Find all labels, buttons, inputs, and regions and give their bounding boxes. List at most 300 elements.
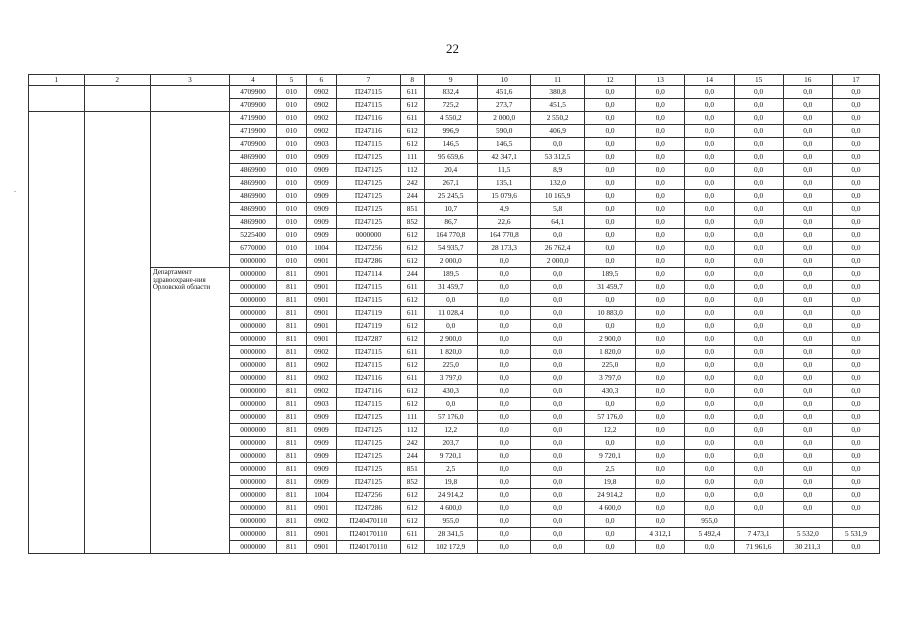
table-cell: 0,0: [734, 86, 783, 99]
table-cell: 0901: [306, 528, 336, 541]
table-cell: 612: [400, 320, 424, 333]
table-cell: 811: [277, 372, 307, 385]
table-cell: 0,0: [783, 450, 832, 463]
table-cell: 10,7: [424, 203, 477, 216]
table-cell: 0,0: [636, 138, 685, 151]
table-cell: 0909: [306, 463, 336, 476]
table-cell: 0,0: [734, 411, 783, 424]
table-cell: 0901: [306, 307, 336, 320]
table-cell: 86,7: [424, 216, 477, 229]
table-cell: 811: [277, 528, 307, 541]
table-cell: 010: [277, 203, 307, 216]
table-cell: 4869900: [229, 177, 276, 190]
table-cell: 0,0: [636, 164, 685, 177]
table-cell: П247286: [336, 255, 400, 268]
table-cell: 0000000: [229, 476, 276, 489]
table-cell: 611: [400, 112, 424, 125]
table-cell: 0,0: [477, 476, 530, 489]
table-cell: 380,8: [531, 86, 584, 99]
table-cell: 0,0: [584, 294, 635, 307]
table-cell: 0,0: [783, 463, 832, 476]
table-cell: 0,0: [636, 86, 685, 99]
table-cell: 0,0: [636, 281, 685, 294]
table-cell: 0,0: [531, 476, 584, 489]
table-cell: 0,0: [531, 502, 584, 515]
table-cell: 0,0: [734, 385, 783, 398]
table-cell: 0,0: [531, 411, 584, 424]
table-cell: 102 172,9: [424, 541, 477, 554]
table-cell: 0,0: [531, 489, 584, 502]
table-cell: 1 820,0: [424, 346, 477, 359]
table-cell: 611: [400, 307, 424, 320]
table-cell: 0,0: [734, 437, 783, 450]
header-row: [29, 75, 880, 86]
table-cell: 5 532,0: [783, 528, 832, 541]
table-cell: 0,0: [424, 320, 477, 333]
table-cell: 0,0: [584, 203, 635, 216]
table-cell: 0,0: [685, 385, 734, 398]
table-cell: 0909: [306, 229, 336, 242]
table-cell: 0,0: [685, 411, 734, 424]
table-cell: 267,1: [424, 177, 477, 190]
header-cell: 13: [636, 75, 685, 86]
table-cell: 0902: [306, 372, 336, 385]
table-cell: 57 176,0: [584, 411, 635, 424]
table-cell: П247125: [336, 177, 400, 190]
table-cell: 0000000: [229, 372, 276, 385]
table-cell: 0,0: [783, 307, 832, 320]
table-cell: 611: [400, 281, 424, 294]
table-cell: 0,0: [636, 203, 685, 216]
table-cell: 612: [400, 242, 424, 255]
table-cell: 0,0: [531, 372, 584, 385]
table-cell: 612: [400, 294, 424, 307]
table-cell: 12,2: [424, 424, 477, 437]
table-cell: 0,0: [584, 190, 635, 203]
table-cell: 0,0: [531, 450, 584, 463]
header-cell: 5: [277, 75, 307, 86]
table-row: [29, 112, 880, 125]
table-cell: 0,0: [636, 502, 685, 515]
table-cell: 0901: [306, 541, 336, 554]
table-cell: 0,0: [636, 437, 685, 450]
table-cell: 0,0: [783, 502, 832, 515]
table-cell: 0,0: [734, 320, 783, 333]
table-cell: П247119: [336, 320, 400, 333]
table-cell: 0,0: [832, 268, 879, 281]
table-cell: 0,0: [636, 216, 685, 229]
table-cell: 0,0: [783, 359, 832, 372]
table-cell: 0,0: [685, 242, 734, 255]
table-cell: 0,0: [531, 424, 584, 437]
table-cell: П247115: [336, 99, 400, 112]
table-cell: 0,0: [734, 229, 783, 242]
table-cell: 0,0: [477, 411, 530, 424]
table-cell: 0,0: [477, 281, 530, 294]
table-cell: 0,0: [832, 151, 879, 164]
table-cell: 0,0: [477, 450, 530, 463]
table-cell: 0,0: [685, 541, 734, 554]
table-cell: 612: [400, 255, 424, 268]
table-cell: 0901: [306, 502, 336, 515]
table-cell: 811: [277, 333, 307, 346]
table-cell: 0902: [306, 112, 336, 125]
table-cell: 31 459,7: [584, 281, 635, 294]
table-cell: 612: [400, 489, 424, 502]
table-cell: 0,0: [531, 515, 584, 528]
table-cell: 0,0: [584, 151, 635, 164]
table-cell: 0901: [306, 281, 336, 294]
table-cell: 0,0: [584, 229, 635, 242]
table-cell: 0,0: [477, 541, 530, 554]
table-cell: 811: [277, 450, 307, 463]
table-cell: 0,0: [477, 359, 530, 372]
header-cell: 1: [29, 75, 85, 86]
table-cell: 0,0: [584, 164, 635, 177]
table-cell: 832,4: [424, 86, 477, 99]
table-cell: 611: [400, 372, 424, 385]
table-cell: 0,0: [531, 398, 584, 411]
table-cell: 0,0: [832, 320, 879, 333]
table-cell: 7 473,1: [734, 528, 783, 541]
table-cell: 0,0: [584, 528, 635, 541]
table-cell: 811: [277, 411, 307, 424]
table-cell: П247115: [336, 281, 400, 294]
table-cell: П240470110: [336, 515, 400, 528]
table-cell: 010: [277, 255, 307, 268]
table-cell: 4709900: [229, 99, 276, 112]
table-cell: 0,0: [832, 281, 879, 294]
table-cell: 0903: [306, 138, 336, 151]
table-cell: 0903: [306, 398, 336, 411]
table-cell: П247125: [336, 216, 400, 229]
table-cell: 0,0: [734, 125, 783, 138]
table-cell: 0,0: [734, 346, 783, 359]
table-cell: 0000000: [336, 229, 400, 242]
table-cell: П247125: [336, 203, 400, 216]
table-cell: 24 914,2: [584, 489, 635, 502]
table-cell: 0,0: [783, 424, 832, 437]
header-cell: 3: [150, 75, 229, 86]
table-cell: 612: [400, 515, 424, 528]
table-cell: 0000000: [229, 359, 276, 372]
table-cell: 0909: [306, 164, 336, 177]
table-cell: 135,1: [477, 177, 530, 190]
table-cell: 0,0: [832, 346, 879, 359]
table-cell: 0,0: [783, 372, 832, 385]
table-cell: 0,0: [734, 398, 783, 411]
table-cell: 0,0: [685, 346, 734, 359]
table-row: [29, 86, 880, 99]
table-cell: 0,0: [685, 476, 734, 489]
budget-table: [28, 74, 880, 554]
table-cell: 0902: [306, 385, 336, 398]
table-cell: 24 914,2: [424, 489, 477, 502]
table-row: [29, 268, 880, 281]
table-cell: 0,0: [636, 489, 685, 502]
table-cell: 0,0: [584, 112, 635, 125]
table-cell: 811: [277, 385, 307, 398]
table-cell: 0,0: [584, 216, 635, 229]
table-cell: 225,0: [424, 359, 477, 372]
table-cell: 0,0: [734, 203, 783, 216]
table-cell: 811: [277, 307, 307, 320]
table-cell: 0,0: [832, 203, 879, 216]
table-cell: 28 173,3: [477, 242, 530, 255]
table-cell: 0,0: [832, 216, 879, 229]
table-cell: 0,0: [636, 463, 685, 476]
table-cell: 0,0: [584, 242, 635, 255]
table-cell: 811: [277, 541, 307, 554]
table-cell: 0,0: [783, 476, 832, 489]
table-cell: П247125: [336, 437, 400, 450]
table-cell: 203,7: [424, 437, 477, 450]
table-cell: 5225400: [229, 229, 276, 242]
table-cell: 0,0: [832, 502, 879, 515]
table-cell: 0901: [306, 268, 336, 281]
table-cell: 0,0: [685, 359, 734, 372]
table-cell: 0,0: [636, 151, 685, 164]
table-cell: 0,0: [783, 190, 832, 203]
table-cell: 64,1: [531, 216, 584, 229]
table-cell: 811: [277, 515, 307, 528]
table-cell: 0,0: [832, 125, 879, 138]
table-cell: 4869900: [229, 164, 276, 177]
margin-mark: .: [14, 185, 16, 194]
table-cell: 0,0: [636, 333, 685, 346]
table-cell: П247287: [336, 333, 400, 346]
table-cell: 0,0: [477, 255, 530, 268]
table-cell: П247119: [336, 307, 400, 320]
table-cell: 0,0: [734, 177, 783, 190]
table-cell: 4719900: [229, 125, 276, 138]
table-cell: 0,0: [734, 164, 783, 177]
table-cell: П247114: [336, 268, 400, 281]
col1-cell: [29, 86, 85, 112]
table-cell: 612: [400, 99, 424, 112]
table-cell: 996,9: [424, 125, 477, 138]
table-cell: 0,0: [734, 489, 783, 502]
table-cell: 612: [400, 541, 424, 554]
table-cell: 0,0: [783, 268, 832, 281]
table-cell: 2 000,0: [477, 112, 530, 125]
table-cell: 0,0: [832, 164, 879, 177]
table-cell: 0000000: [229, 541, 276, 554]
table-cell: 0,0: [477, 398, 530, 411]
table-cell: 25 245,5: [424, 190, 477, 203]
table-cell: 0,0: [734, 151, 783, 164]
table-cell: 0,0: [832, 333, 879, 346]
table-cell: 010: [277, 99, 307, 112]
table-cell: 612: [400, 333, 424, 346]
table-cell: 4 312,1: [636, 528, 685, 541]
table-cell: 0,0: [832, 385, 879, 398]
table-cell: 0909: [306, 476, 336, 489]
table-cell: 1 820,0: [584, 346, 635, 359]
table-cell: 0,0: [832, 229, 879, 242]
table-cell: 2 000,0: [531, 255, 584, 268]
table-cell: П247125: [336, 476, 400, 489]
table-cell: 811: [277, 489, 307, 502]
col3-cell: [150, 86, 229, 112]
table-cell: 0,0: [734, 281, 783, 294]
table-cell: П247115: [336, 398, 400, 411]
table-cell: П247125: [336, 450, 400, 463]
header-cell: 9: [424, 75, 477, 86]
page-number: 22: [446, 41, 459, 56]
table-cell: 4869900: [229, 151, 276, 164]
table-cell: 53 312,5: [531, 151, 584, 164]
table-cell: 0000000: [229, 346, 276, 359]
table-cell: 112: [400, 424, 424, 437]
table-cell: П240170110: [336, 541, 400, 554]
table-cell: 0,0: [832, 541, 879, 554]
table-cell: 30 211,3: [783, 541, 832, 554]
table-cell: 189,5: [584, 268, 635, 281]
table-cell: 164 770,8: [424, 229, 477, 242]
table-cell: 15 079,6: [477, 190, 530, 203]
table-cell: 3 797,0: [424, 372, 477, 385]
table-cell: 0,0: [685, 398, 734, 411]
table-cell: 0000000: [229, 528, 276, 541]
table-cell: 5,8: [531, 203, 584, 216]
table-cell: 5 492,4: [685, 528, 734, 541]
table-cell: 811: [277, 502, 307, 515]
table-cell: П247115: [336, 359, 400, 372]
table-cell: 26 762,4: [531, 242, 584, 255]
table-cell: 9 720,1: [424, 450, 477, 463]
table-cell: 811: [277, 281, 307, 294]
table-cell: 0,0: [783, 281, 832, 294]
table-cell: 0,0: [477, 320, 530, 333]
department-name: Департамент здравоохране-ния Орловской области: [150, 268, 229, 554]
table-cell: 0,0: [685, 203, 734, 216]
table-cell: 811: [277, 359, 307, 372]
table-cell: 611: [400, 346, 424, 359]
table-cell: 0,0: [636, 398, 685, 411]
table-cell: 0,0: [783, 320, 832, 333]
table-cell: 612: [400, 138, 424, 151]
table-cell: 146,5: [477, 138, 530, 151]
table-cell: 0,0: [636, 541, 685, 554]
table-cell: 0909: [306, 190, 336, 203]
table-cell: 0000000: [229, 307, 276, 320]
table-cell: 0,0: [584, 86, 635, 99]
header-cell: 11: [531, 75, 584, 86]
table-cell: 0,0: [783, 112, 832, 125]
table-cell: 0,0: [584, 177, 635, 190]
table-cell: П247256: [336, 489, 400, 502]
table-cell: 0,0: [531, 229, 584, 242]
table-cell: 0,0: [477, 385, 530, 398]
table-cell: 0,0: [783, 255, 832, 268]
table-cell: 273,7: [477, 99, 530, 112]
table-cell: 0,0: [531, 346, 584, 359]
table-cell: 0,0: [531, 281, 584, 294]
table-cell: 0,0: [477, 437, 530, 450]
table-cell: 0901: [306, 294, 336, 307]
table-cell: 0,0: [832, 450, 879, 463]
table-cell: 111: [400, 411, 424, 424]
table-cell: 0,0: [832, 437, 879, 450]
table-cell: 0,0: [734, 242, 783, 255]
table-cell: 0,0: [783, 398, 832, 411]
table-cell: 19,8: [424, 476, 477, 489]
table-cell: 0,0: [636, 190, 685, 203]
table-cell: 0,0: [636, 294, 685, 307]
table-cell: П247125: [336, 164, 400, 177]
table-cell: 0,0: [734, 190, 783, 203]
table-cell: 0,0: [685, 333, 734, 346]
table-cell: 725,2: [424, 99, 477, 112]
table-cell: 20,4: [424, 164, 477, 177]
table-cell: 0000000: [229, 489, 276, 502]
table-cell: П247116: [336, 125, 400, 138]
table-cell: 0,0: [734, 463, 783, 476]
table-cell: 0,0: [783, 99, 832, 112]
table-cell: 0,0: [685, 294, 734, 307]
table-cell: 0,0: [783, 177, 832, 190]
header-cell: 16: [783, 75, 832, 86]
table-cell: 0,0: [734, 307, 783, 320]
table-cell: 0000000: [229, 502, 276, 515]
table-cell: 42 347,1: [477, 151, 530, 164]
table-cell: 0,0: [832, 411, 879, 424]
table-cell: 0,0: [734, 112, 783, 125]
table-cell: 0,0: [685, 372, 734, 385]
table-cell: 0,0: [734, 216, 783, 229]
table-cell: 146,5: [424, 138, 477, 151]
header-cell: 8: [400, 75, 424, 86]
table-cell: 0,0: [636, 385, 685, 398]
table-cell: 0,0: [477, 502, 530, 515]
table-cell: 811: [277, 346, 307, 359]
header-cell: 10: [477, 75, 530, 86]
table-cell: 0,0: [832, 177, 879, 190]
table-cell: 010: [277, 125, 307, 138]
table-cell: 242: [400, 177, 424, 190]
table-cell: 0902: [306, 346, 336, 359]
table-cell: 0,0: [531, 307, 584, 320]
table-cell: 0,0: [584, 138, 635, 151]
table-cell: 0000000: [229, 411, 276, 424]
table-cell: 12,2: [584, 424, 635, 437]
table-cell: 0,0: [685, 281, 734, 294]
table-cell: 0,0: [636, 229, 685, 242]
table-cell: 2 900,0: [584, 333, 635, 346]
table-cell: 612: [400, 359, 424, 372]
table-cell: 590,0: [477, 125, 530, 138]
table-cell: 0,0: [584, 437, 635, 450]
table-cell: 0,0: [584, 515, 635, 528]
table-cell: 1004: [306, 489, 336, 502]
table-cell: 0,0: [685, 164, 734, 177]
table-cell: 164 770,8: [477, 229, 530, 242]
table-cell: 0,0: [636, 177, 685, 190]
table-cell: 0,0: [531, 437, 584, 450]
table-cell: 0,0: [531, 359, 584, 372]
table-cell: 0,0: [832, 242, 879, 255]
table-cell: 189,5: [424, 268, 477, 281]
table-cell: 811: [277, 320, 307, 333]
table-cell: 0,0: [636, 99, 685, 112]
table-cell: 0,0: [636, 112, 685, 125]
table-cell: 57 176,0: [424, 411, 477, 424]
table-cell: 0909: [306, 450, 336, 463]
table-cell: 010: [277, 177, 307, 190]
table-cell: 010: [277, 164, 307, 177]
table-cell: 0901: [306, 255, 336, 268]
